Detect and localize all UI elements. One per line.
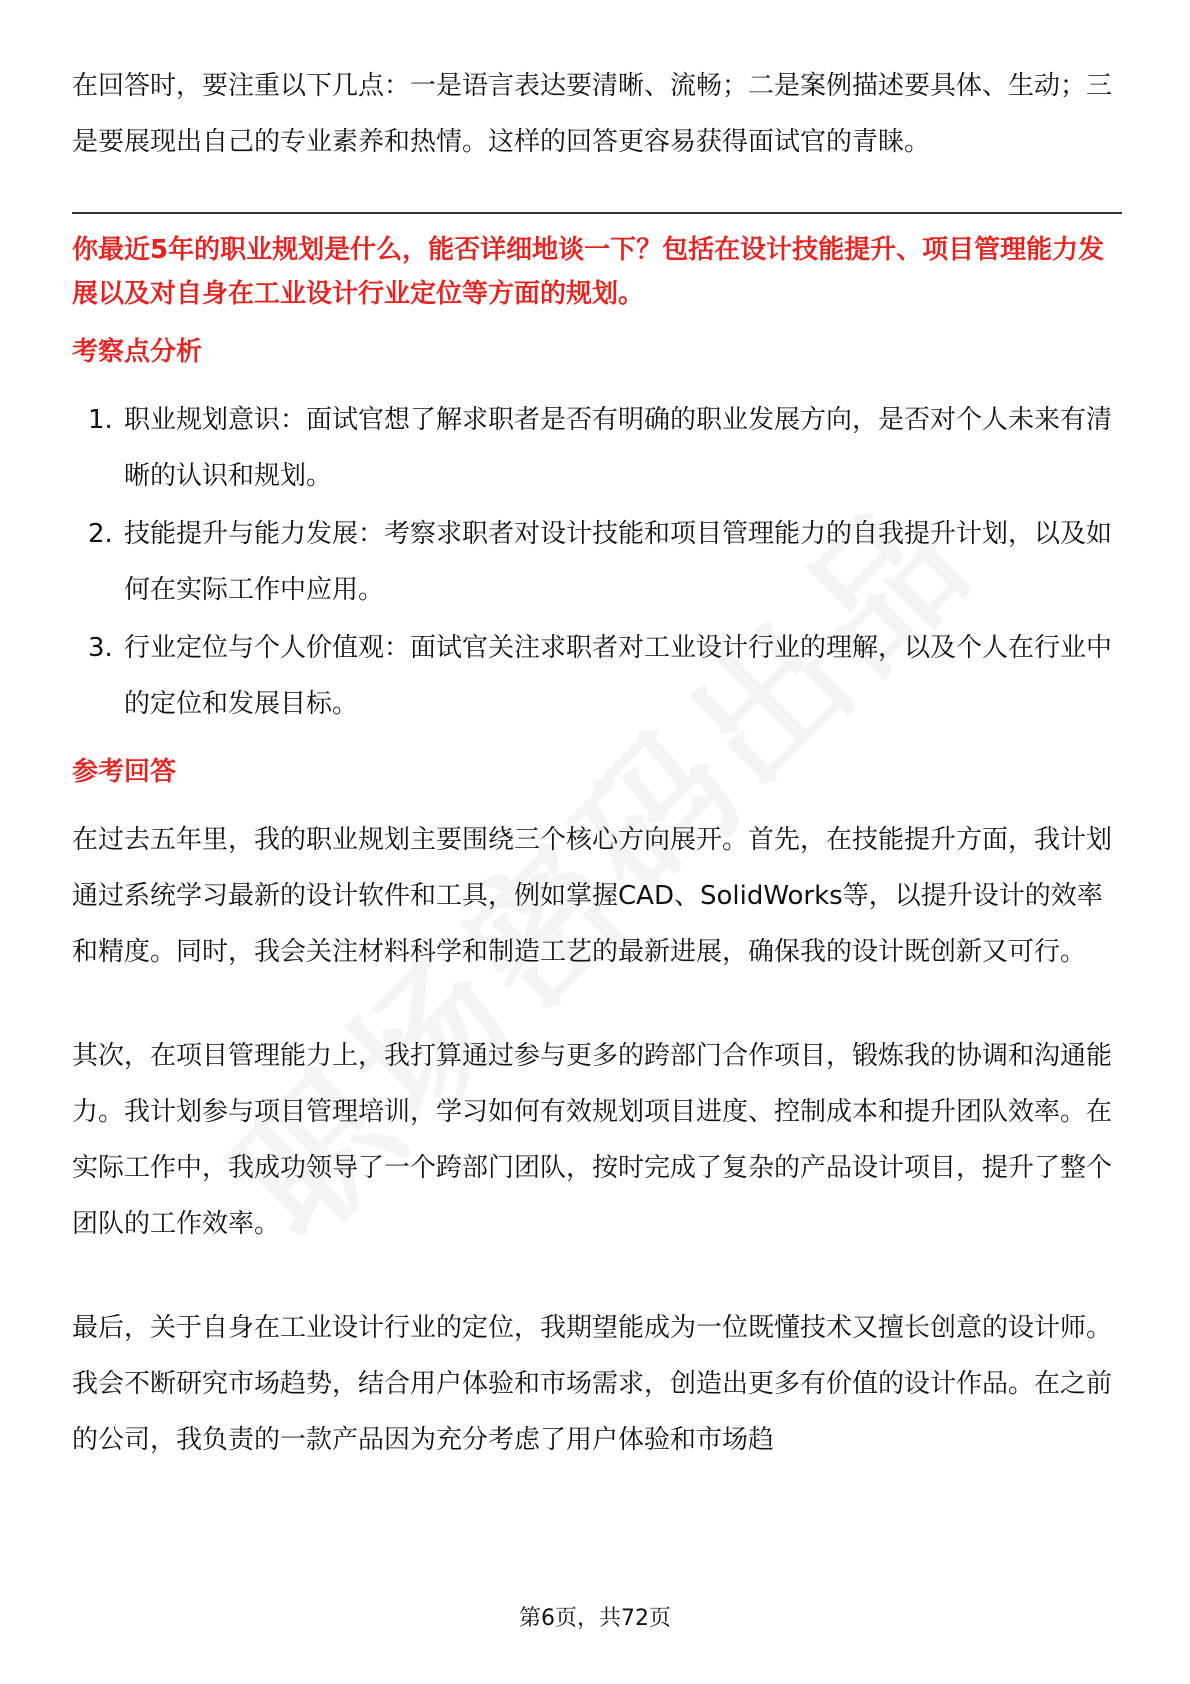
page-number-footer: 第6页，共72页 [519,1606,671,1631]
list-item-text: 职业规划意识：面试官想了解求职者是否有明确的职业发展方向，是否对个人未来有清晰的认识和规划。 [124,405,1113,491]
answer-paragraph: 其次，在项目管理能力上，我打算通过参与更多的跨部门合作项目，锻炼我的协调和沟通能力。我计划参与项目管理培训，学习如何有效规划项目进度、控制成本和提升团队效率。在实际工作中，我成功领导了一个跨部门团队，按时完成了复杂的产品设计项目，提升了整个团队的工作效率。 [72,1041,1113,1239]
page-content [72,58,1122,1468]
interview-question: 你最近5年的职业规划是什么，能否详细地谈一下？包括在设计技能提升、项目管理能力发展以及对自身在工业设计行业定位等方面的规划。 [72,235,1105,309]
answer-paragraph: 在过去五年里，我的职业规划主要围绕三个核心方向展开。首先，在技能提升方面，我计划通过系统学习最新的设计软件和工具，例如掌握CAD、SolidWorks等，以提升设计的效率和精度。同时，我会关注材料科学和制造工艺的最新进展，确保我的设计既创新又可行。 [72,825,1113,967]
list-item-text: 技能提升与能力发展：考察求职者对设计技能和项目管理能力的自我提升计划，以及如何在实际工作中应用。 [124,519,1113,605]
answer-heading: 参考回答 [72,757,177,787]
list-item-number: 2. [88,519,113,549]
list-item-number: 3. [88,633,113,663]
list-item [72,620,1122,732]
section-divider [72,212,1122,214]
list-item-number: 1. [88,405,113,435]
analysis-heading: 考察点分析 [72,337,203,367]
list-item [72,392,1122,504]
intro-paragraph: 在回答时，要注重以下几点：一是语言表达要清晰、流畅；二是案例描述要具体、生动；三是要展现出自己的专业素养和热情。这样的回答更容易获得面试官的青睐。 [72,71,1113,157]
answer-paragraph: 最后，关于自身在工业设计行业的定位，我期望能成为一位既懂技术又擅长创意的设计师。我会不断研究市场趋势，结合用户体验和市场需求，创造出更多有价值的设计作品。在之前的公司，我负责的一款产品因为充分考虑了用户体验和市场趋 [72,1313,1113,1455]
analysis-points-list [72,392,1122,732]
list-item-text: 行业定位与个人价值观：面试官关注求职者对工业设计行业的理解，以及个人在行业中的定位和发展目标。 [124,633,1113,719]
answer-body [72,812,1122,1468]
list-item [72,506,1122,618]
